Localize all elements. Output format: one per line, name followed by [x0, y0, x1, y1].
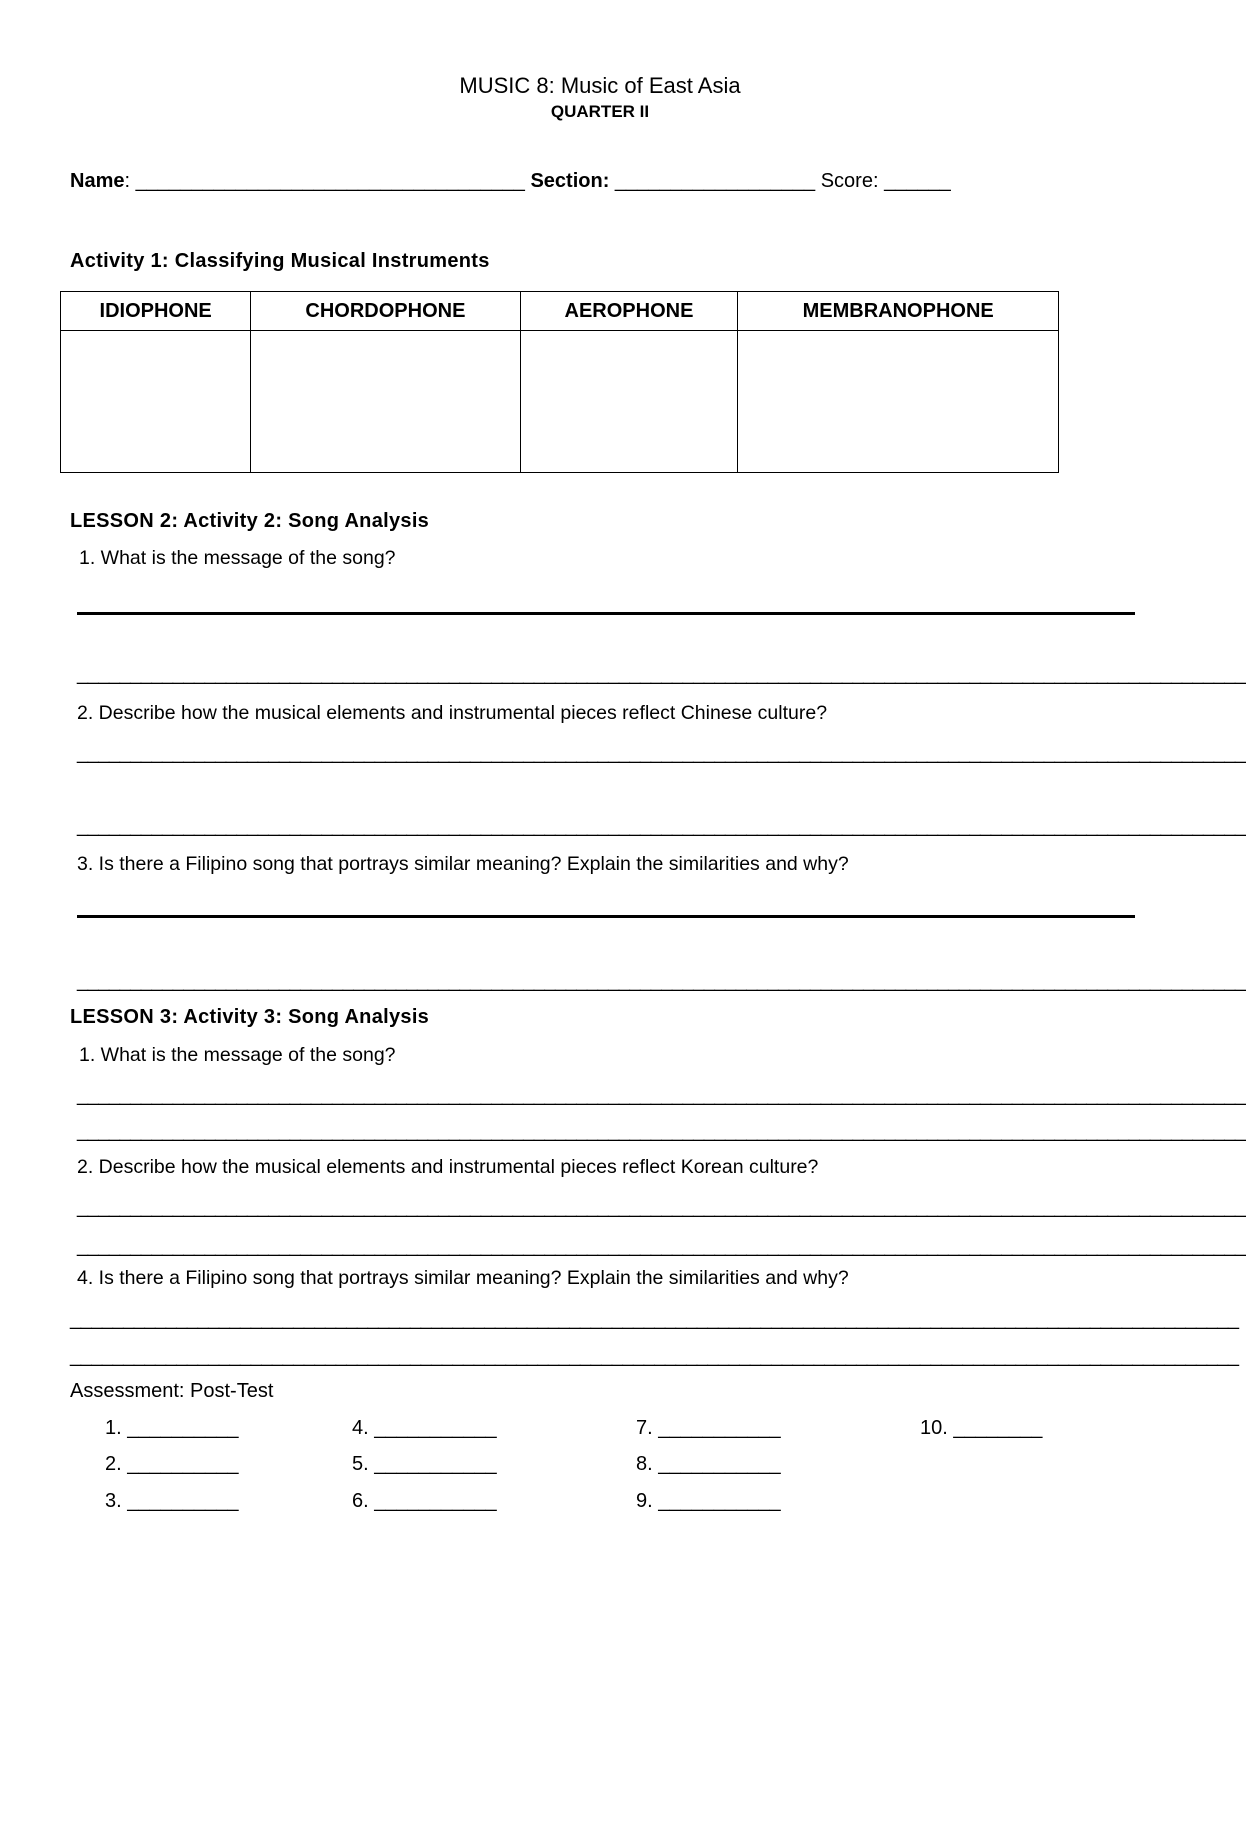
lesson3-question-4: 4. Is there a Filipino song that portrays similar meaning? Explain the similarities and why? [77, 1267, 849, 1289]
post-test-item-8[interactable]: 8. ___________ [636, 1453, 781, 1475]
section-blank[interactable]: __________________ [609, 170, 821, 192]
answer-cell-membranophone[interactable] [738, 331, 1059, 473]
post-test-item-4[interactable]: 4. ___________ [352, 1417, 497, 1439]
post-test-item-7[interactable]: 7. ___________ [636, 1417, 781, 1439]
answer-line[interactable]: ______________________________________________________________________________________________________________ [77, 970, 1246, 992]
score-field[interactable]: Score: ______ [820, 170, 951, 192]
page-subtitle: QUARTER II [550, 102, 650, 121]
instrument-classification-table [60, 291, 1059, 473]
answer-line[interactable]: ______________________________________________________________________________________________________________ [77, 815, 1246, 837]
answer-line[interactable]: ______________________________________________________________________________________________________________ [77, 1235, 1246, 1257]
lesson3-question-2: 2. Describe how the musical elements and instrumental pieces reflect Korean culture? [77, 1156, 819, 1178]
post-test-item-5[interactable]: 5. ___________ [352, 1453, 497, 1475]
answer-line[interactable]: ______________________________________________________________________________________________________________ [77, 663, 1246, 685]
answer-line[interactable]: ______________________________________________________________________________________________________________ [77, 742, 1246, 764]
answer-cell-chordophone[interactable] [251, 331, 520, 473]
post-test-item-6[interactable]: 6. ___________ [352, 1490, 497, 1512]
page-title: MUSIC 8: Music of East Asia [459, 73, 741, 98]
lesson2-question-2: 2. Describe how the musical elements and instrumental pieces reflect Chinese culture? [77, 702, 828, 724]
name-blank[interactable]: : ___________________________________ [124, 170, 531, 192]
name-label: Name [70, 170, 125, 192]
answer-line[interactable]: ______________________________________________________________________________________________________________ [70, 1308, 1239, 1330]
column-header-membranophone: MEMBRANOPHONE [738, 292, 1059, 331]
lesson2-heading: LESSON 2: Activity 2: Song Analysis [70, 510, 430, 532]
post-test-item-3[interactable]: 3. __________ [105, 1490, 239, 1512]
student-info-row [70, 170, 951, 193]
lesson3-question-1: 1. What is the message of the song? [79, 1044, 396, 1066]
answer-rule[interactable] [77, 612, 1135, 615]
answer-line[interactable]: ______________________________________________________________________________________________________________ [77, 1120, 1246, 1142]
post-test-item-2[interactable]: 2. __________ [105, 1453, 239, 1475]
column-header-aerophone: AEROPHONE [520, 292, 738, 331]
answer-rule[interactable] [77, 915, 1135, 918]
answer-line[interactable]: ______________________________________________________________________________________________________________ [77, 1084, 1246, 1106]
lesson2-question-1: 1. What is the message of the song? [79, 547, 396, 569]
answer-cell-aerophone[interactable] [520, 331, 738, 473]
answer-cell-idiophone[interactable] [61, 331, 251, 473]
lesson2-question-3: 3. Is there a Filipino song that portrays similar meaning? Explain the similarities and why? [77, 853, 849, 875]
assessment-heading: Assessment: Post-Test [70, 1380, 274, 1402]
post-test-item-10[interactable]: 10. ________ [920, 1417, 1043, 1439]
section-label: Section: [530, 170, 610, 192]
column-header-chordophone: CHORDOPHONE [251, 292, 520, 331]
post-test-item-1[interactable]: 1. __________ [105, 1417, 239, 1439]
answer-line[interactable]: ______________________________________________________________________________________________________________ [70, 1345, 1239, 1367]
activity1-heading: Activity 1: Classifying Musical Instruments [70, 250, 490, 272]
post-test-item-9[interactable]: 9. ___________ [636, 1490, 781, 1512]
lesson3-heading: LESSON 3: Activity 3: Song Analysis [70, 1006, 430, 1028]
column-header-idiophone: IDIOPHONE [61, 292, 251, 331]
answer-line[interactable]: ______________________________________________________________________________________________________________ [77, 1196, 1246, 1218]
